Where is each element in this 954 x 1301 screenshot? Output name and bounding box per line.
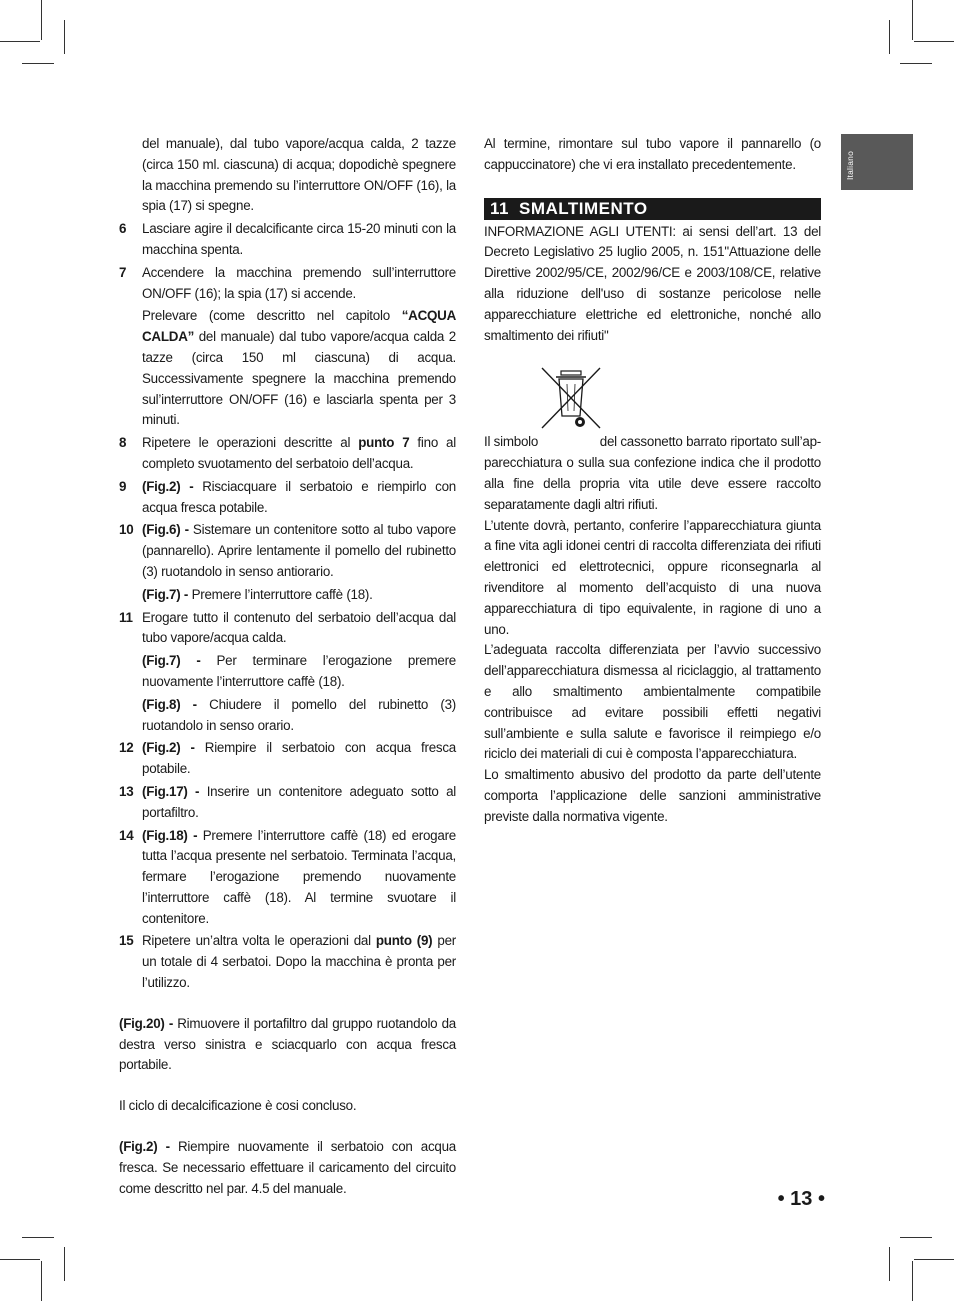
step-9 [119, 477, 456, 519]
step-text: Premere l’interruttore caffè (18) ed erogare tutta l’acqua presente nel serbatoio. Terminata l’acqua, fermare l’erogazione premendo nuovamente l’interruttore caffè (18). Al termine svuotare il contenitore. [142, 827, 456, 926]
step-7 [119, 263, 456, 305]
step-reference: punto 7 [358, 435, 410, 451]
crop-mark [889, 20, 890, 54]
figure-reference: (Fig.2) - [142, 740, 195, 756]
sanctions-paragraph: Lo smaltimento abusivo del prodotto da parte dell’utente comporta l’applicazione delle sanzioni amministrative previste dalla normativa vigente. [484, 767, 821, 824]
figure-reference: (Fig.8) - [142, 696, 197, 712]
collection-paragraph: L’utente dovrà, pertanto, conferire l’apparecchiatura giunta a fine vita agli idonei centri di raccolta differenziata dei rifiuti elettronici ed elettrotecnici, oppure riconsegnarla al rivenditore al momento dell’acquisto di una nuova apparecchiatura di tipo equivalente, in ragione di uno a uno. [484, 517, 821, 637]
step-number: 7 [119, 264, 127, 280]
weee-symbol-row [484, 366, 821, 432]
chapter-reference: “ACQUA CALDA” [142, 308, 456, 345]
step-8 [119, 433, 456, 475]
step-number: 12 [119, 740, 134, 756]
paragraph-text: Riempire nuovamente il serbatoio con acqua fresca. Se necessario effettuare il caricamento del circuito come descritto nel par. 4.5 del manuale. [119, 1139, 456, 1196]
section-heading [484, 198, 821, 220]
crop-mark [900, 1237, 932, 1238]
section-number: 11 [490, 198, 509, 218]
step-number: 13 [119, 783, 134, 799]
figure-reference: (Fig.18) - [142, 827, 198, 843]
figure-reference: (Fig.7) - [142, 586, 189, 602]
step-text: Sistemare un contenitore sotto al tubo vapore (pannarello). Aprire lentamente il pomello del rubinetto (3) ruotandolo in senso antiorario. [142, 522, 456, 579]
crop-mark [914, 1259, 954, 1260]
symbol-rest-text: parecchiatura o sulla sua confezione indica che il prodotto alla fine della propria vita utile deve essere raccolto separatamente dagli altri rifiuti. [484, 455, 821, 512]
figure-reference: (Fig.6) - [142, 522, 189, 538]
step-text: del manuale) dal tubo vapore/acqua calda 2 tazze (circa 150 ml ciascuna) di acqua. Successivamente spegnere la macchina premendo sul’interruttore ON/OFF (16) e lasciarla spenta per 3 minuti. [142, 329, 456, 428]
step-text: Chiudere il pomello del rubinetto (3) ruotandolo in senso orario. [142, 696, 456, 733]
crop-mark [900, 63, 932, 64]
step-11 [119, 608, 456, 650]
conclusion-paragraph: Il ciclo di decalcificazione è cosi concluso. [119, 1098, 357, 1114]
figure-reference: (Fig.7) - [142, 653, 201, 669]
step-number: 8 [119, 435, 127, 451]
crop-mark [0, 41, 40, 42]
step-12 [119, 738, 456, 780]
step-6 [119, 219, 456, 261]
crop-mark [912, 1261, 913, 1301]
crop-mark [22, 63, 54, 64]
step-10-detail [119, 585, 456, 606]
step-number: 15 [119, 933, 134, 949]
figure-reference: (Fig.20) - [119, 1015, 174, 1031]
figure-reference: (Fig.2) - [119, 1139, 170, 1155]
intro-paragraph: del manuale), dal tubo vapore/acqua calda, 2 tazze (circa 150 ml. ciascuna) di acqua; dopodichè spegnere la macchina premendo su l’interruttore ON/OFF (16), la spia (17) si spegne. [142, 136, 456, 214]
step-11-detail-1 [119, 651, 456, 693]
step-text: per un totale di 4 serbatoi. Dopo la macchina è pronta per l’utilizzo. [142, 933, 457, 991]
step-text: fino al completo svuotamento del serbatoio dell’acqua. [142, 435, 456, 471]
step-text: Risciacquare il serbatoio e riempirlo con acqua fresca potabile. [142, 478, 456, 515]
step-text: Accendere la macchina premendo sull’interruttore ON/OFF (16); la spia (17) si accende. [142, 264, 456, 301]
crossed-bin-icon [540, 366, 604, 432]
step-text: Inserire un contenitore adeguato sotto al portafiltro. [142, 783, 456, 820]
fig2-paragraph [119, 1137, 456, 1199]
fig20-paragraph [119, 1014, 456, 1076]
step-text: Riempire il serbatoio con acqua fresca potabile. [142, 740, 456, 777]
figure-reference: (Fig.2) - [142, 478, 194, 494]
symbol-lead-text: Il simbolo [484, 434, 539, 450]
paragraph-text: Rimuovere il portafiltro dal gruppo ruotandolo da destra verso sinistra e sciacquarlo con acqua fresca portabile. [119, 1015, 456, 1073]
crop-mark [41, 0, 42, 40]
symbol-first-line [484, 432, 821, 453]
left-column [119, 134, 456, 1199]
crop-mark [64, 1247, 65, 1281]
step-text: Lasciare agire il decalcificante circa 15-20 minuti con la macchina spenta. [142, 221, 456, 257]
step-text: Ripetere un’altra volta le operazioni dal [142, 933, 376, 949]
step-text: Ripetere le operazioni descritte al [142, 435, 359, 451]
crop-mark [889, 1247, 890, 1281]
section-title: SMALTIMENTO [518, 198, 648, 218]
step-number: 10 [119, 522, 134, 538]
step-11-detail-2 [119, 695, 456, 737]
step-7-detail [119, 306, 456, 431]
figure-reference: (Fig.17) - [142, 783, 200, 799]
recycling-paragraph: L’adeguata raccolta differenziata per l’avvio successivo dell’apparecchiatura dismessa al riciclaggio, al trattamento e allo smaltimento ambientalmente compatibile contribuisce ad evitare possibili effetti negativi sull’ambiente e sulla salute e favorisce il reimpiego e/o riciclo dei materiali di cui è composta l’apparecchiatura. [484, 642, 821, 762]
step-14 [119, 826, 456, 930]
page-number: • 13 • [777, 1188, 825, 1210]
crop-mark [64, 20, 65, 54]
step-number: 9 [119, 478, 127, 494]
step-number: 14 [119, 827, 134, 843]
language-tab-label-wrap [845, 150, 874, 190]
step-13 [119, 782, 456, 824]
symbol-paragraph [484, 432, 821, 515]
step-number: 6 [119, 221, 127, 237]
crop-mark [41, 1261, 42, 1301]
reassembly-paragraph: Al termine, rimontare sul tubo vapore il pannarello (o cappuccinatore) che vi era installato precedentemente. [484, 136, 821, 172]
symbol-tail-text: del cassonetto barrato riportato sull’ap- [599, 434, 821, 450]
step-text: Premere l’interruttore caffè (18). [188, 586, 373, 602]
step-text: Erogare tutto il contenuto del serbatoio dell’acqua dal tubo vapore/acqua calda. [142, 609, 456, 646]
step-10 [119, 520, 456, 582]
crop-mark [914, 41, 954, 42]
step-number: 11 [119, 609, 133, 625]
language-tab-label: Italiano [845, 150, 855, 180]
step-text: Prelevare (come descritto nel capitolo [142, 308, 402, 324]
crop-mark [912, 0, 913, 40]
crop-mark [22, 1237, 54, 1238]
step-reference: punto (9) [375, 933, 433, 949]
right-column [484, 134, 821, 828]
crop-mark [0, 1259, 40, 1260]
step-15 [119, 931, 456, 993]
user-information-paragraph: INFORMAZIONE AGLI UTENTI: ai sensi dell’art. 13 del Decreto Legislativo 25 luglio 2005, n. 151"Attuazione delle Direttive 2002/95/CE, 2002/96/CE e 2003/108/CE, relative alla riduzione dell'uso di sostanze pericolose nelle apparecchiature elettriche ed elettroniche, nonché allo smaltimento dei rifiuti" [484, 223, 821, 343]
step-text: Per terminare l’erogazione premere nuovamente l’interruttore caffè (18). [142, 653, 456, 689]
